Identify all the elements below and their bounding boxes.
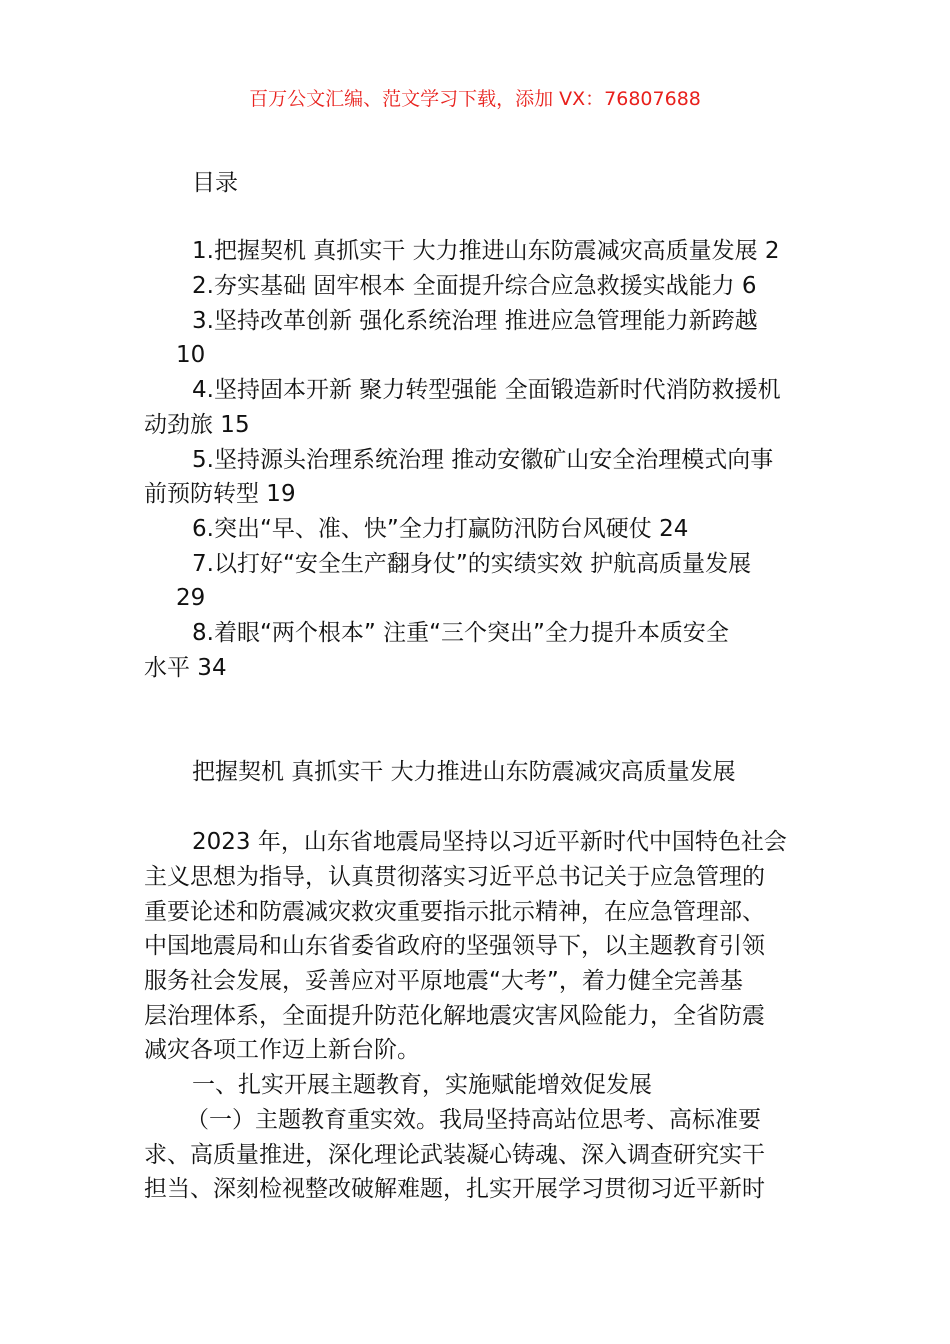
paragraph-line: 中国地震局和山东省委省政府的坚强领导下，以主题教育引领 (144, 933, 765, 959)
paragraph-line: 服务社会发展，妥善应对平原地震“大考”，着力健全完善基 (144, 968, 743, 994)
paragraph-line: 担当、深刻检视整改破解难题，扎实开展学习贯彻习近平新时 (144, 1176, 765, 1202)
paragraph-line: 层治理体系，全面提升防范化解地震灾害风险能力，全省防震 (144, 1003, 765, 1029)
paragraph-line: 重要论述和防震减灾救灾重要指示批示精神，在应急管理部、 (144, 899, 765, 925)
toc-item-3[interactable]: 3.坚持改革创新 强化系统治理 推进应急管理能力新跨越 (192, 308, 758, 334)
paragraph-line: 求、高质量推进，深化理论武装凝心铸魂、深入调查研究实干 (144, 1142, 765, 1168)
toc-item-6[interactable]: 6.突出“早、准、快”全力打赢防汛防台风硬仗 24 (192, 516, 689, 542)
toc-title: 目录 (192, 170, 238, 196)
toc-item-1[interactable]: 1.把握契机 真抓实干 大力推进山东防震减灾高质量发展 2 (192, 238, 780, 264)
toc-item-5[interactable]: 5.坚持源头治理系统治理 推动安徽矿山安全治理模式向事 (192, 447, 774, 473)
toc-item-5-cont[interactable]: 前预防转型 19 (144, 481, 296, 507)
toc-item-4-cont[interactable]: 动劲旅 15 (144, 412, 250, 438)
header-watermark: 百万公文汇编、范文学习下载，添加 VX：76807688 (249, 88, 701, 110)
toc-item-3-page[interactable]: 10 (176, 342, 206, 368)
toc-item-2[interactable]: 2.夯实基础 固牢根本 全面提升综合应急救援实战能力 6 (192, 273, 757, 299)
toc-item-8[interactable]: 8.着眼“两个根本” 注重“三个突出”全力提升本质安全 (192, 620, 729, 646)
toc-item-8-cont[interactable]: 水平 34 (144, 655, 227, 681)
toc-item-4[interactable]: 4.坚持固本开新 聚力转型强能 全面锻造新时代消防救援机 (192, 377, 781, 403)
paragraph-line: 减灾各项工作迈上新台阶。 (144, 1037, 420, 1063)
paragraph-line: 2023 年，山东省地震局坚持以习近平新时代中国特色社会 (192, 829, 787, 855)
toc-item-7[interactable]: 7.以打好“安全生产翻身仗”的实绩实效 护航高质量发展 (192, 551, 752, 577)
toc-item-7-page[interactable]: 29 (176, 585, 206, 611)
paragraph-line: （一）主题教育重实效。我局坚持高站位思考、高标准要 (186, 1107, 761, 1133)
section-heading: 一、扎实开展主题教育，实施赋能增效促发展 (192, 1072, 652, 1098)
article-title: 把握契机 真抓实干 大力推进山东防震减灾高质量发展 (192, 759, 736, 785)
paragraph-line: 主义思想为指导，认真贯彻落实习近平总书记关于应急管理的 (144, 864, 765, 890)
